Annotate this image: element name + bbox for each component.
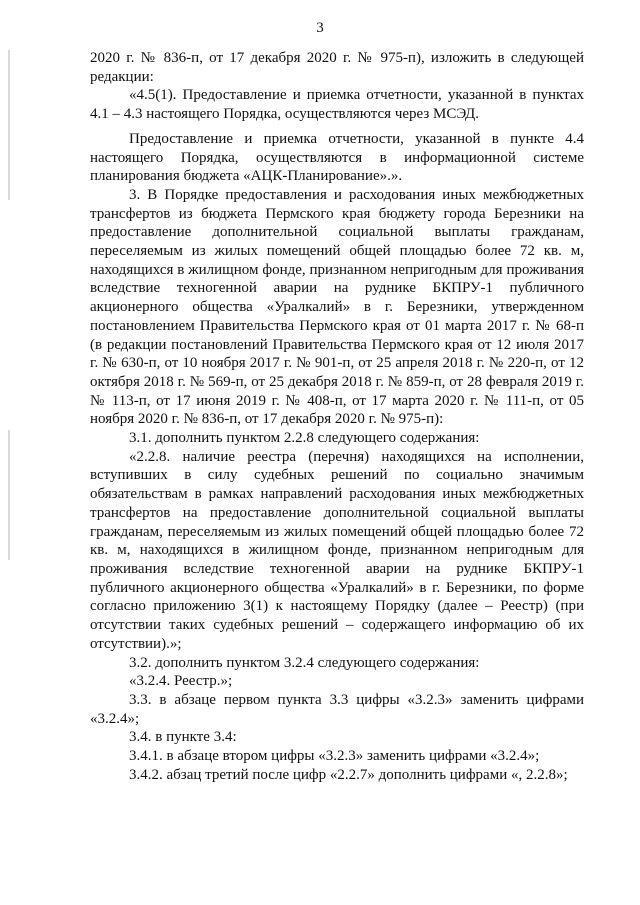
paragraph: 3.4. в пункте 3.4:: [129, 729, 237, 746]
paragraph: Предоставление и приемка отчетности, указанной в пункте 4.4 настоящего Порядка, осуществляются в информационной системе планирования бюджета «АЦК-Планирование».».: [90, 130, 584, 185]
page-number: 3: [316, 20, 324, 36]
document-body: [90, 49, 584, 784]
paragraph: 2020 г. № 836-п, от 17 декабря 2020 г. № 975-п), изложить в следующей редакции:: [90, 50, 584, 85]
paragraph: «2.2.8. наличие реестра (перечня) находящихся на исполнении, вступивших в силу судебных решений по социально значимым обязательствам в рамках направлений расходования иных межбюджетных трансфертов на предоставление дополнительной социальной выплаты гражданам, переселяемым из жилых помещений общей площадью более 72 кв. м, находящихся в жилищном фонде, признанном непригодным для проживания вследствие техногенной аварии на руднике БКПРУ-1 публичного акционерного общества «Уралкалий» в г. Березники, по форме согласно приложению 3(1) к настоящему Порядку (далее – Реестр) (при отсутствии таких судебных решений – содержащего информацию об их отсутствии).»;: [90, 448, 584, 652]
paragraph: «3.2.4. Реестр.»;: [129, 673, 233, 690]
paragraph: 3.4.1. в абзаце втором цифры «3.2.3» заменить цифрами «3.2.4»;: [129, 748, 540, 765]
scan-edge-mark: [8, 430, 10, 560]
paragraph: «4.5(1). Предоставление и приемка отчетности, указанной в пунктах 4.1 – 4.3 настоящего Порядка, осуществляются через МСЭД.: [90, 87, 584, 123]
scan-edge-mark: [8, 50, 10, 200]
paragraph: 3.1. дополнить пунктом 2.2.8 следующего содержания:: [129, 430, 480, 447]
paragraph: 3.4.2. абзац третий после цифр «2.2.7» дополнить цифрами «, 2.2.8»;: [129, 766, 568, 783]
paragraph: 3.3. в абзаце первом пункта 3.3 цифры «3.2.3» заменить цифрами «3.2.4»;: [90, 691, 584, 727]
paragraph: 3.2. дополнить пунктом 3.2.4 следующего содержания:: [129, 654, 480, 671]
paragraph: 3. В Порядке предоставления и расходования иных межбюджетных трансфертов из бюджета Пермского края бюджету города Березники на предоставление дополнительной социальной выплаты гражданам, переселяемым из жилых помещений общей площадью более 72 кв. м, находящихся в жилищном фонде, признанном непригодным для проживания вследствие техногенной аварии на руднике БКПРУ-1 публичного акционерного общества «Уралкалий» в г. Березники, утвержденном постановлением Правительства Пермского края от 01 марта 2017 г. № 68-п (в редакции постановлений Правительства Пермского края от 12 июля 2017 г. № 630-п, от 10 ноября 2017 г. № 901-п, от 25 апреля 2018 г. № 220-п, от 12 октября 2018 г. № 569-п, от 25 декабря 2018 г. № 859-п, от 28 февраля 2019 г. № 113-п, от 17 июня 2019 г. № 408-п, от 17 марта 2020 г. № 111-п, от 05 ноября 2020 г. № 836-п, от 17 декабря 2020 г. № 975-п):: [90, 186, 584, 428]
